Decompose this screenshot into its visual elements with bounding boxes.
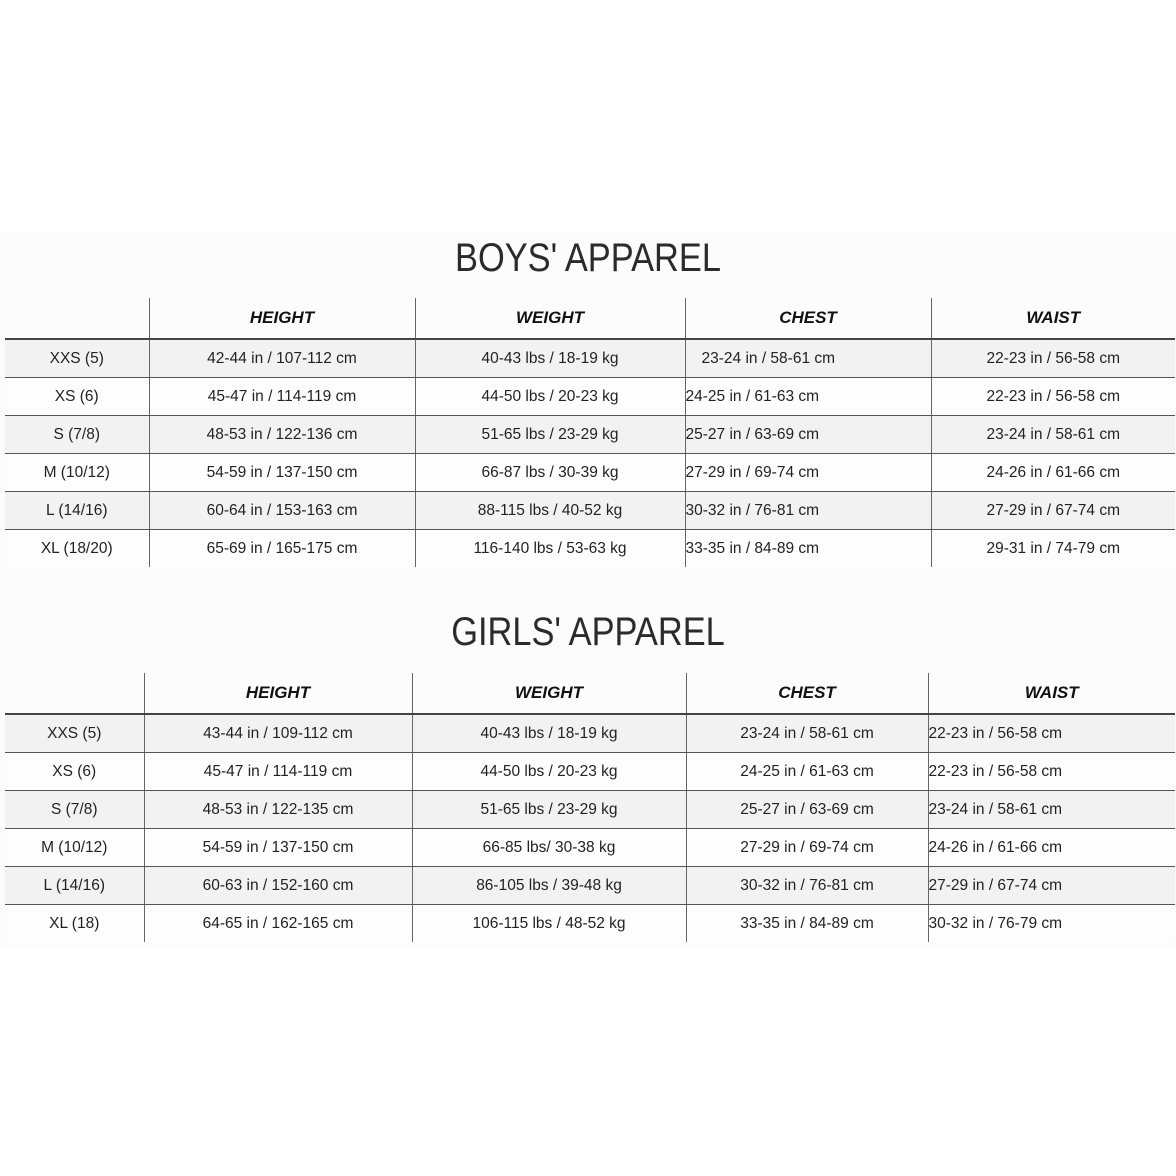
size-cell: XXS (5): [5, 714, 144, 753]
weight-cell: 44-50 lbs / 20-23 kg: [412, 753, 686, 791]
table-row: [5, 905, 1175, 943]
height-cell: 42-44 in / 107-112 cm: [149, 339, 415, 378]
waist-cell: 22-23 in / 56-58 cm: [928, 753, 1175, 791]
height-cell: 65-69 in / 165-175 cm: [149, 530, 415, 568]
weight-cell: 106-115 lbs / 48-52 kg: [412, 905, 686, 943]
weight-cell: 66-87 lbs / 30-39 kg: [415, 454, 685, 492]
waist-cell: 27-29 in / 67-74 cm: [931, 492, 1175, 530]
size-cell: XS (6): [5, 753, 144, 791]
table-row: [5, 454, 1175, 492]
weight-cell: 86-105 lbs / 39-48 kg: [412, 867, 686, 905]
table-row: [5, 492, 1175, 530]
header-chest: CHEST: [685, 298, 931, 339]
waist-cell: 22-23 in / 56-58 cm: [931, 339, 1175, 378]
boys-title: BOYS' APPAREL: [455, 236, 721, 280]
chest-cell: 30-32 in / 76-81 cm: [685, 492, 931, 530]
table-header-row: [5, 298, 1175, 339]
waist-cell: 27-29 in / 67-74 cm: [928, 867, 1175, 905]
girls-size-table: [5, 673, 1175, 942]
waist-cell: 23-24 in / 58-61 cm: [928, 791, 1175, 829]
size-cell: XL (18): [5, 905, 144, 943]
height-cell: 60-64 in / 153-163 cm: [149, 492, 415, 530]
chest-cell: 25-27 in / 63-69 cm: [685, 416, 931, 454]
size-cell: XXS (5): [5, 339, 149, 378]
chest-cell: 30-32 in / 76-81 cm: [686, 867, 928, 905]
size-cell: L (14/16): [5, 867, 144, 905]
chest-cell: 33-35 in / 84-89 cm: [686, 905, 928, 943]
height-cell: 54-59 in / 137-150 cm: [149, 454, 415, 492]
boys-size-chart: [0, 232, 1176, 584]
size-cell: L (14/16): [5, 492, 149, 530]
chest-cell: 27-29 in / 69-74 cm: [685, 454, 931, 492]
header-waist: WAIST: [928, 673, 1175, 714]
height-cell: 48-53 in / 122-136 cm: [149, 416, 415, 454]
size-cell: XS (6): [5, 378, 149, 416]
chest-cell: 24-25 in / 61-63 cm: [686, 753, 928, 791]
header-waist: WAIST: [931, 298, 1175, 339]
size-cell: XL (18/20): [5, 530, 149, 568]
weight-cell: 88-115 lbs / 40-52 kg: [415, 492, 685, 530]
table-row: [5, 791, 1175, 829]
header-size: [5, 673, 144, 714]
chest-cell: 27-29 in / 69-74 cm: [686, 829, 928, 867]
header-chest: CHEST: [686, 673, 928, 714]
height-cell: 45-47 in / 114-119 cm: [144, 753, 412, 791]
girls-size-chart: [0, 584, 1176, 946]
chest-cell: 33-35 in / 84-89 cm: [685, 530, 931, 568]
waist-cell: 24-26 in / 61-66 cm: [931, 454, 1175, 492]
table-row: [5, 753, 1175, 791]
table-row: [5, 867, 1175, 905]
chest-cell: 25-27 in / 63-69 cm: [686, 791, 928, 829]
weight-cell: 44-50 lbs / 20-23 kg: [415, 378, 685, 416]
waist-cell: 24-26 in / 61-66 cm: [928, 829, 1175, 867]
size-cell: M (10/12): [5, 454, 149, 492]
size-cell: M (10/12): [5, 829, 144, 867]
height-cell: 54-59 in / 137-150 cm: [144, 829, 412, 867]
height-cell: 60-63 in / 152-160 cm: [144, 867, 412, 905]
table-header-row: [5, 673, 1175, 714]
waist-cell: 22-23 in / 56-58 cm: [931, 378, 1175, 416]
chest-cell: 24-25 in / 61-63 cm: [685, 378, 931, 416]
table-row: [5, 829, 1175, 867]
table-row: [5, 378, 1175, 416]
waist-cell: 29-31 in / 74-79 cm: [931, 530, 1175, 568]
height-cell: 45-47 in / 114-119 cm: [149, 378, 415, 416]
boys-size-table: [5, 298, 1175, 567]
weight-cell: 51-65 lbs / 23-29 kg: [415, 416, 685, 454]
table-row: [5, 339, 1175, 378]
table-row: [5, 416, 1175, 454]
header-height: HEIGHT: [144, 673, 412, 714]
header-weight: WEIGHT: [415, 298, 685, 339]
header-weight: WEIGHT: [412, 673, 686, 714]
header-height: HEIGHT: [149, 298, 415, 339]
header-size: [5, 298, 149, 339]
waist-cell: 23-24 in / 58-61 cm: [931, 416, 1175, 454]
weight-cell: 116-140 lbs / 53-63 kg: [415, 530, 685, 568]
table-row: [5, 530, 1175, 568]
size-cell: S (7/8): [5, 416, 149, 454]
height-cell: 48-53 in / 122-135 cm: [144, 791, 412, 829]
size-cell: S (7/8): [5, 791, 144, 829]
weight-cell: 51-65 lbs / 23-29 kg: [412, 791, 686, 829]
chest-cell: 23-24 in / 58-61 cm: [685, 339, 931, 378]
table-row: [5, 714, 1175, 753]
girls-title: GIRLS' APPAREL: [451, 610, 725, 654]
chest-cell: 23-24 in / 58-61 cm: [686, 714, 928, 753]
waist-cell: 30-32 in / 76-79 cm: [928, 905, 1175, 943]
weight-cell: 40-43 lbs / 18-19 kg: [415, 339, 685, 378]
height-cell: 43-44 in / 109-112 cm: [144, 714, 412, 753]
weight-cell: 40-43 lbs / 18-19 kg: [412, 714, 686, 753]
weight-cell: 66-85 lbs/ 30-38 kg: [412, 829, 686, 867]
waist-cell: 22-23 in / 56-58 cm: [928, 714, 1175, 753]
height-cell: 64-65 in / 162-165 cm: [144, 905, 412, 943]
